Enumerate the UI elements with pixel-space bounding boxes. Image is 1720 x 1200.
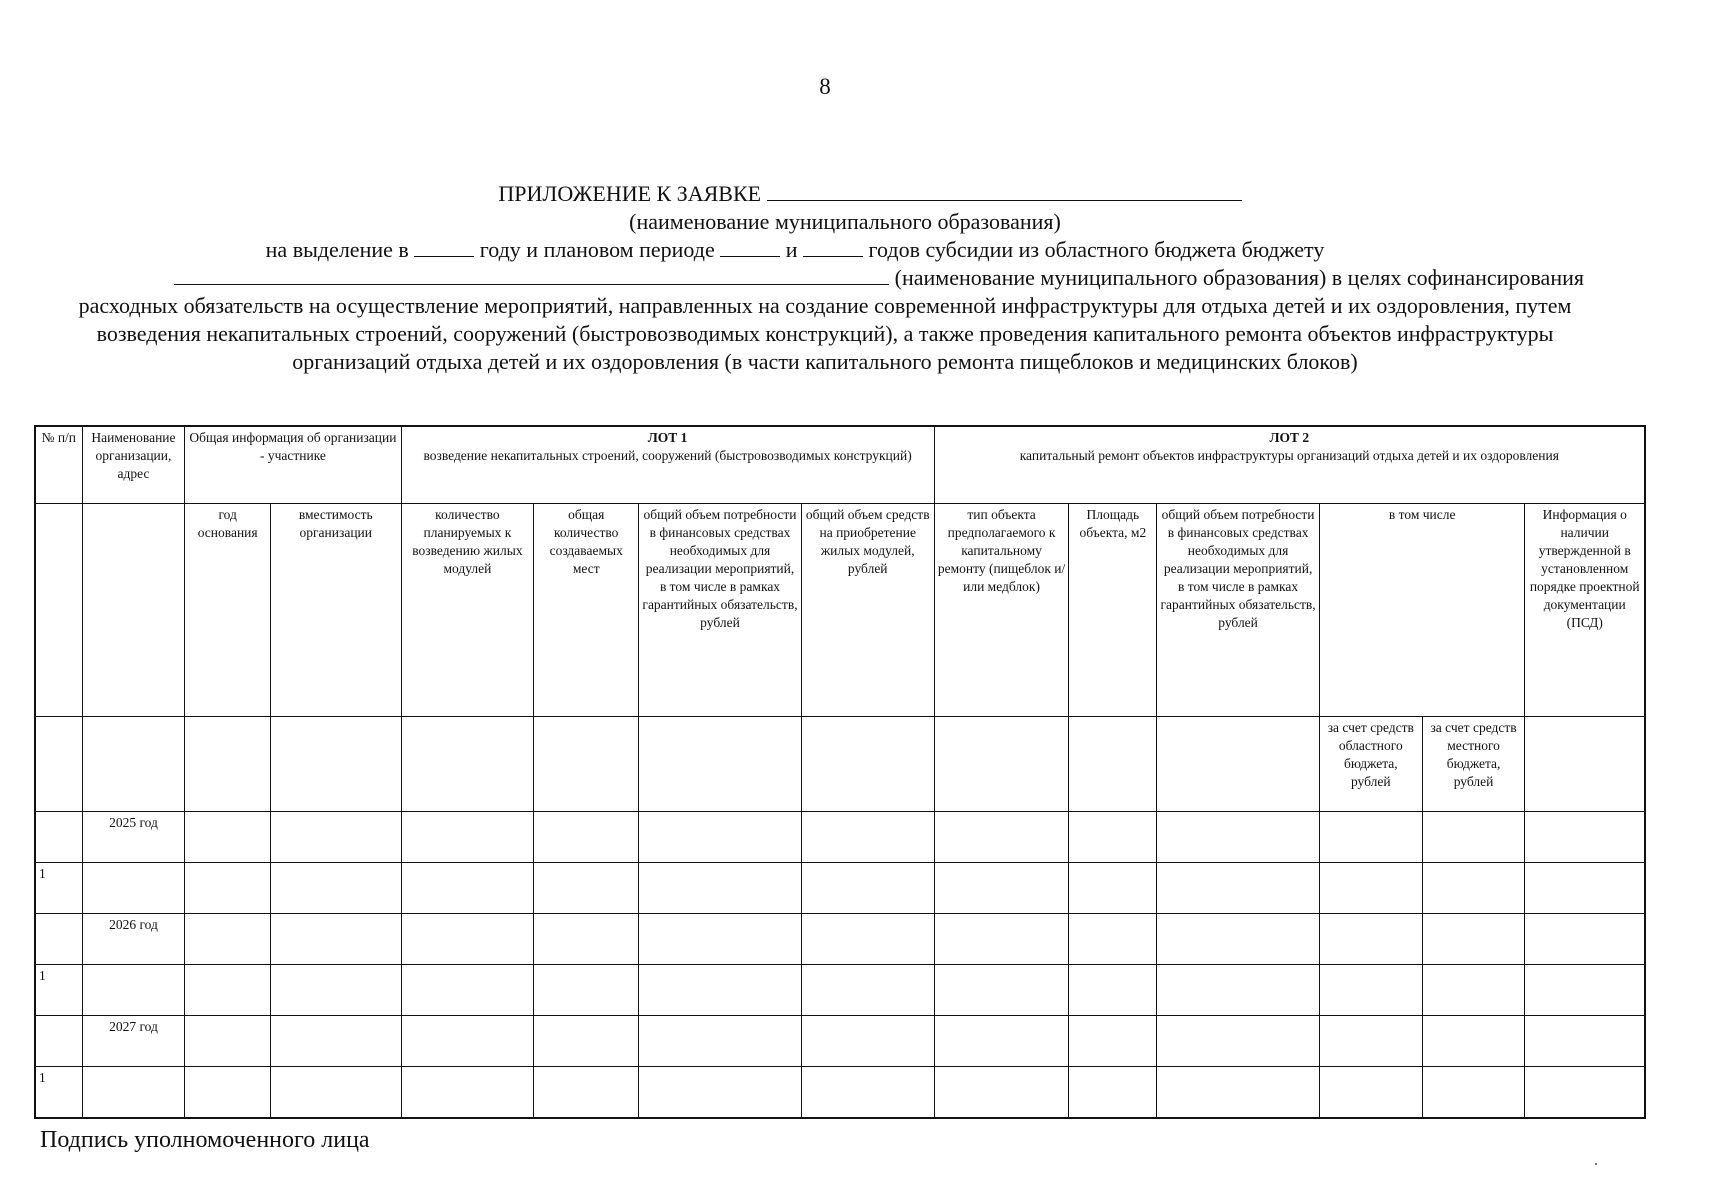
- col-local-budget: за счет средств местного бюджета, рублей: [1422, 717, 1525, 812]
- cell[interactable]: [1069, 965, 1157, 1016]
- cell[interactable]: [401, 965, 534, 1016]
- h3-empty: [82, 717, 185, 812]
- period-text-c: и: [785, 237, 798, 262]
- h3-empty: [185, 717, 271, 812]
- heading-body: [60, 292, 1590, 376]
- col-object-type: тип объекта предполагаемого к капитальному ремонту (пищеблок и/или медблок): [934, 504, 1069, 717]
- cell[interactable]: [1319, 914, 1422, 965]
- lot1-title: ЛОТ 1: [647, 430, 688, 445]
- row-num: 1: [35, 863, 82, 914]
- col-capacity: вместимость организации: [270, 504, 401, 717]
- cell[interactable]: [401, 1016, 534, 1067]
- heading-body-text: расходных обязательств на осуществление мероприятий, направленных на создание современной инфраструктуры для отдыха детей и их оздоровления, путем возведения некапитальных строений, сооружений (быстровозводимых конструкций), а также проведения капитального ремонта объектов инфраструктуры организаций отдыха детей и их оздоровления (в части капитального ремонта пищеблоков и медицинских блоков): [78, 293, 1572, 374]
- cell[interactable]: [270, 863, 401, 914]
- cell[interactable]: [934, 1016, 1069, 1067]
- municipality-name-blank: [174, 264, 889, 285]
- row-name: 2025 год: [82, 812, 185, 863]
- cell[interactable]: [1422, 1016, 1525, 1067]
- cell[interactable]: [934, 1067, 1069, 1119]
- cell[interactable]: [1319, 965, 1422, 1016]
- row-num: 1: [35, 965, 82, 1016]
- cell[interactable]: [534, 812, 639, 863]
- cell[interactable]: [1422, 914, 1525, 965]
- cell[interactable]: [934, 965, 1069, 1016]
- cell[interactable]: [401, 863, 534, 914]
- year-blank: [414, 236, 474, 257]
- col-lot1-total: общий объем потребности в финансовых средствах необходимых для реализации мероприятий, в том числе в рамках гарантийных обязательств, рублей: [639, 504, 802, 717]
- page-number: 8: [819, 74, 831, 99]
- cell[interactable]: [270, 914, 401, 965]
- header-row-1: [35, 426, 1645, 504]
- table-row: [35, 1067, 1645, 1119]
- header-empty-num: [35, 504, 82, 717]
- row-name: [82, 1067, 185, 1119]
- table-row: [35, 812, 1645, 863]
- document-heading: [60, 178, 1590, 376]
- h3-empty: [1069, 717, 1157, 812]
- municipality-blank: [767, 178, 1242, 201]
- row-num: [35, 914, 82, 965]
- cell[interactable]: [639, 914, 802, 965]
- cell[interactable]: [1525, 1016, 1645, 1067]
- cell[interactable]: [185, 863, 271, 914]
- heading-period-line: [60, 236, 1590, 264]
- col-lot1-purchase: общий объем средств на приобретение жилых модулей, рублей: [801, 504, 934, 717]
- col-lot2-total: общий объем потребности в финансовых средствах необходимых для реализации мероприятий, в том числе в рамках гарантийных обязательств, рублей: [1157, 504, 1320, 717]
- cell[interactable]: [534, 863, 639, 914]
- cell[interactable]: [534, 914, 639, 965]
- period-text-b: году и плановом периоде: [479, 237, 715, 262]
- cell[interactable]: [801, 965, 934, 1016]
- cell[interactable]: [801, 1067, 934, 1119]
- cell[interactable]: [639, 965, 802, 1016]
- cell[interactable]: [1319, 812, 1422, 863]
- cell[interactable]: [1157, 863, 1320, 914]
- cell[interactable]: [401, 1067, 534, 1119]
- purpose-text: (наименование муниципального образования) в целях софинансирования: [894, 265, 1584, 290]
- cell[interactable]: [534, 1067, 639, 1119]
- cell[interactable]: [801, 1016, 934, 1067]
- cell[interactable]: [639, 863, 802, 914]
- cell[interactable]: [1422, 1067, 1525, 1119]
- cell[interactable]: [270, 1016, 401, 1067]
- row-name: 2027 год: [82, 1016, 185, 1067]
- plan-year-blank-2: [803, 236, 863, 257]
- heading-title-line: [60, 178, 1590, 208]
- cell[interactable]: [1422, 812, 1525, 863]
- cell[interactable]: [1157, 1067, 1320, 1119]
- cell[interactable]: [1422, 863, 1525, 914]
- col-year-founded: год основания: [185, 504, 271, 717]
- h3-empty: [934, 717, 1069, 812]
- cell[interactable]: [1525, 812, 1645, 863]
- cell[interactable]: [1157, 965, 1320, 1016]
- cell[interactable]: [1157, 1016, 1320, 1067]
- cell[interactable]: [639, 1067, 802, 1119]
- cell[interactable]: [1069, 812, 1157, 863]
- cell[interactable]: [534, 1016, 639, 1067]
- col-including: в том числе: [1319, 504, 1525, 717]
- row-name: 2026 год: [82, 914, 185, 965]
- h3-empty: [534, 717, 639, 812]
- cell[interactable]: [534, 965, 639, 1016]
- col-places: общая количество создаваемых мест: [534, 504, 639, 717]
- cell[interactable]: [1525, 1067, 1645, 1119]
- cell[interactable]: [185, 914, 271, 965]
- h3-empty: [1157, 717, 1320, 812]
- h3-empty: [270, 717, 401, 812]
- table-row: [35, 965, 1645, 1016]
- scan-speck: [1595, 1163, 1597, 1165]
- header-lot2: [934, 426, 1645, 504]
- lot2-title: ЛОТ 2: [1269, 430, 1310, 445]
- cell[interactable]: [185, 1016, 271, 1067]
- table-row: [35, 1016, 1645, 1067]
- cell[interactable]: [401, 812, 534, 863]
- header-lot1: [401, 426, 934, 504]
- cell[interactable]: [1157, 812, 1320, 863]
- col-modules: количество планируемых к возведению жилых модулей: [401, 504, 534, 717]
- row-num: [35, 812, 82, 863]
- h3-empty: [639, 717, 802, 812]
- header-num: № п/п: [35, 426, 82, 504]
- row-name: [82, 965, 185, 1016]
- cell[interactable]: [185, 965, 271, 1016]
- table-row: [35, 914, 1645, 965]
- cell[interactable]: [1157, 914, 1320, 965]
- cell[interactable]: [934, 812, 1069, 863]
- plan-year-blank-1: [720, 236, 780, 257]
- header-name: Наименование организации, адрес: [82, 426, 185, 504]
- lot1-desc: возведение некапитальных строений, сооружений (быстровозводимых конструкций): [423, 448, 912, 463]
- h3-empty: [1525, 717, 1645, 812]
- cell[interactable]: [401, 914, 534, 965]
- table-row: [35, 863, 1645, 914]
- col-area: Площадь объекта, м2: [1069, 504, 1157, 717]
- cell[interactable]: [1319, 1067, 1422, 1119]
- header-row-3: [35, 717, 1645, 812]
- row-name: [82, 863, 185, 914]
- cell[interactable]: [801, 863, 934, 914]
- cell[interactable]: [1069, 863, 1157, 914]
- cell[interactable]: [185, 1067, 271, 1119]
- cell[interactable]: [639, 1016, 802, 1067]
- heading-subtitle: (наименование муниципального образования): [629, 209, 1061, 234]
- h3-empty: [35, 717, 82, 812]
- h3-empty: [401, 717, 534, 812]
- cell[interactable]: [1525, 914, 1645, 965]
- row-num: 1: [35, 1067, 82, 1119]
- h3-empty: [801, 717, 934, 812]
- heading-title: ПРИЛОЖЕНИЕ К ЗАЯВКЕ: [498, 181, 762, 206]
- cell[interactable]: [1069, 1067, 1157, 1119]
- cell[interactable]: [1525, 863, 1645, 914]
- cell[interactable]: [934, 863, 1069, 914]
- heading-purpose-line: [60, 264, 1590, 292]
- col-regional-budget: за счет средств областного бюджета, рублей: [1319, 717, 1422, 812]
- header-row-2: [35, 504, 1645, 717]
- cell[interactable]: [270, 965, 401, 1016]
- cell[interactable]: [1525, 965, 1645, 1016]
- cell[interactable]: [270, 1067, 401, 1119]
- cell[interactable]: [1319, 863, 1422, 914]
- header-empty-name: [82, 504, 185, 717]
- cell[interactable]: [934, 914, 1069, 965]
- cell[interactable]: [270, 812, 401, 863]
- cell[interactable]: [801, 914, 934, 965]
- row-num: [35, 1016, 82, 1067]
- cell[interactable]: [1422, 965, 1525, 1016]
- lot2-desc: капитальный ремонт объектов инфраструктуры организаций отдыха детей и их оздоровления: [1019, 448, 1559, 463]
- cell[interactable]: [1069, 914, 1157, 965]
- application-table: [34, 425, 1646, 1119]
- cell[interactable]: [801, 812, 934, 863]
- cell[interactable]: [1069, 1016, 1157, 1067]
- header-general: Общая информация об организации - участнике: [185, 426, 401, 504]
- cell[interactable]: [1319, 1016, 1422, 1067]
- cell[interactable]: [185, 812, 271, 863]
- cell[interactable]: [639, 812, 802, 863]
- period-text-d: годов субсидии из областного бюджета бюджету: [868, 237, 1325, 262]
- period-text-a: на выделение в: [265, 237, 409, 262]
- signature-label: Подпись уполномоченного лица: [40, 1127, 370, 1153]
- col-psd: Информация о наличии утвержденной в установленном порядке проектной документации (ПСД): [1525, 504, 1645, 717]
